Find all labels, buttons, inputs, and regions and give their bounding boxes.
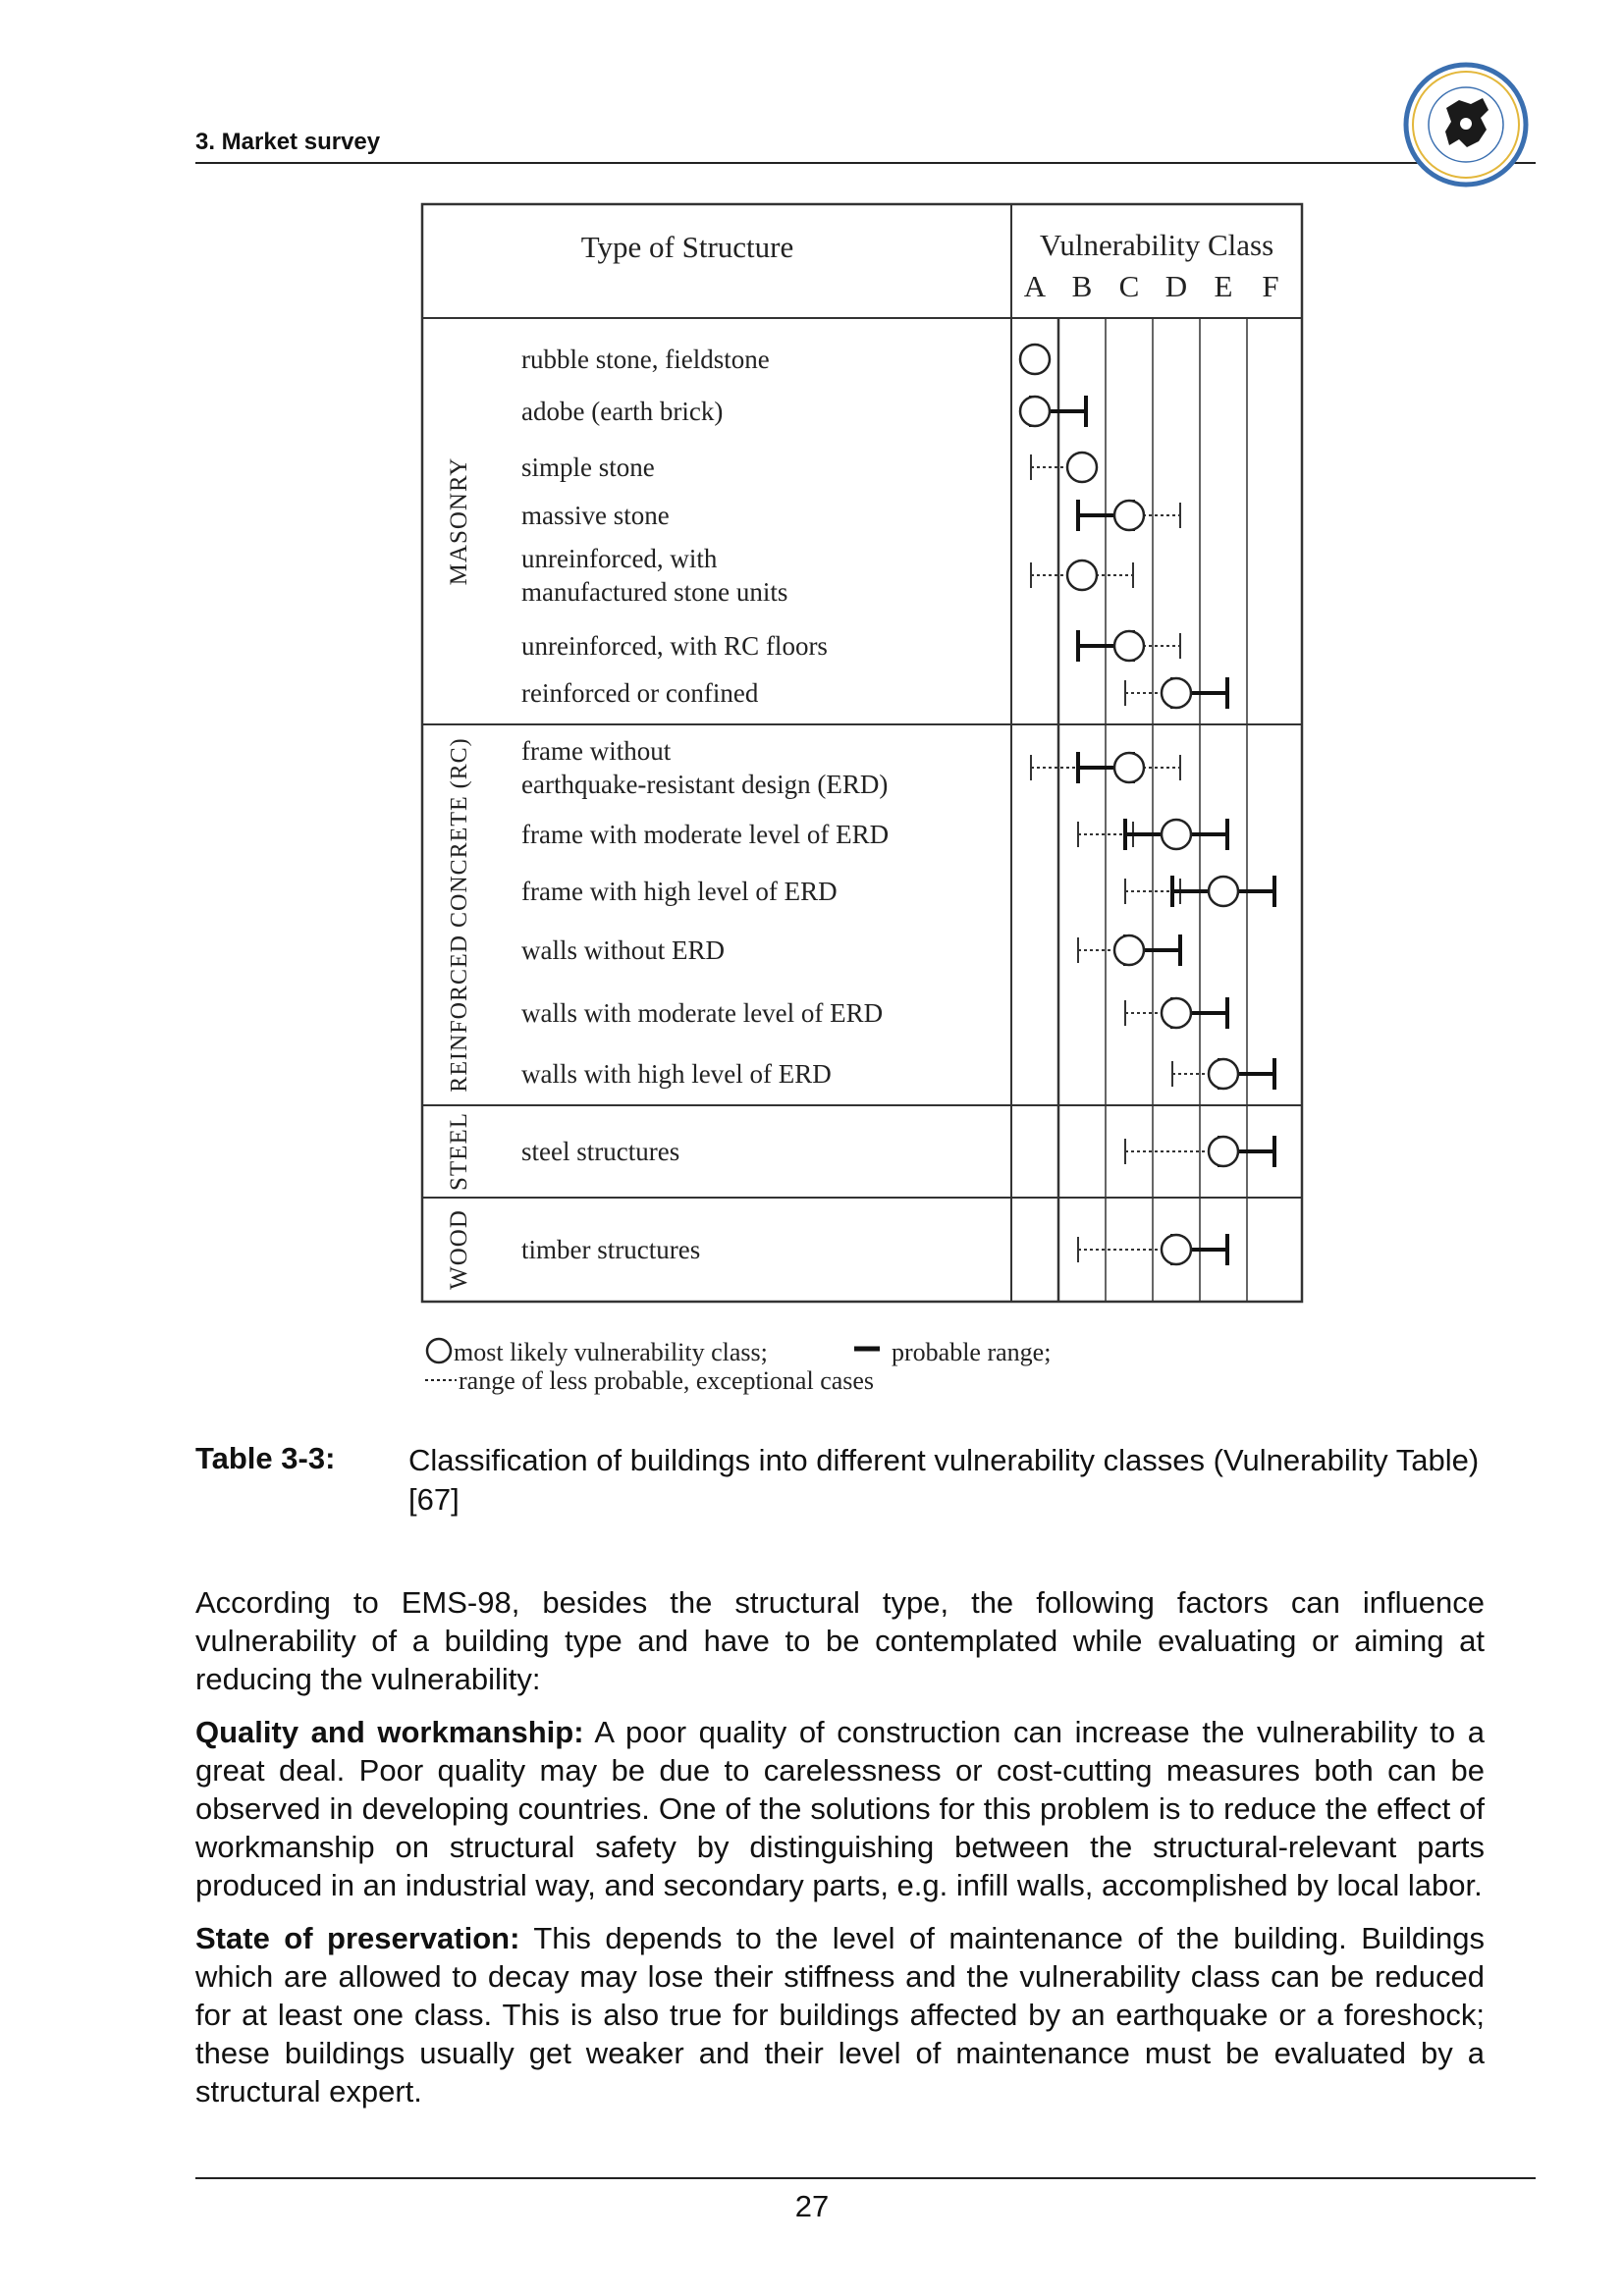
structure-type-label: massive stone: [521, 501, 670, 530]
class-label-a: A: [1023, 269, 1047, 303]
header-vulnerability-class: Vulnerability Class: [1039, 228, 1274, 262]
most-likely-circle: [1209, 1137, 1238, 1166]
quality-paragraph: [195, 1713, 1485, 1904]
class-label-d: D: [1164, 269, 1188, 303]
table-caption-label: Table 3-3:: [195, 1441, 336, 1475]
footer-rule: [195, 2177, 1536, 2179]
most-likely-circle: [1067, 453, 1097, 482]
most-likely-circle: [1114, 935, 1144, 965]
intro-paragraph: According to EMS-98, besides the structural type, the following factors can influence vulnerability of a building type and have to be contemplated while evaluating or aiming at reducing the vulnerability:: [195, 1585, 1485, 1696]
structure-type-label: timber structures: [521, 1235, 701, 1264]
structure-type-label: walls without ERD: [521, 935, 725, 965]
structure-type-label: manufactured stone units: [521, 577, 788, 607]
vulnerability-mark: [1078, 500, 1180, 531]
legend-circle-icon: [427, 1339, 451, 1362]
vulnerability-mark: [1125, 677, 1227, 709]
most-likely-circle: [1209, 877, 1238, 906]
structure-type-label: unreinforced, with: [521, 544, 718, 573]
vulnerability-mark: [1172, 1058, 1274, 1090]
most-likely-circle: [1114, 753, 1144, 782]
structure-type-label: earthquake-resistant design (ERD): [521, 770, 889, 799]
class-label-b: B: [1071, 269, 1093, 303]
most-likely-circle: [1067, 561, 1097, 590]
structure-type-label: reinforced or confined: [521, 678, 759, 708]
structure-type-label: walls with moderate level of ERD: [521, 998, 884, 1028]
group-label: WOOD: [446, 1209, 472, 1290]
group-labels: [446, 457, 472, 1290]
vulnerability-mark: [1078, 934, 1180, 966]
class-label-c: C: [1118, 269, 1140, 303]
structure-type-label: walls with high level of ERD: [521, 1059, 832, 1089]
group-label: MASONRY: [446, 456, 472, 586]
most-likely-circle: [1114, 631, 1144, 661]
vulnerability-mark: [1031, 561, 1133, 590]
class-label-e: E: [1214, 269, 1233, 303]
structure-type-label: frame without: [521, 736, 672, 766]
group-label: STEEL: [446, 1112, 472, 1191]
structure-type-label: unreinforced, with RC floors: [521, 631, 828, 661]
structure-type-label: steel structures: [521, 1137, 680, 1166]
quality-title: Quality and workmanship:: [195, 1715, 584, 1749]
legend-exceptional: range of less probable, exceptional cases: [459, 1366, 875, 1395]
preservation-paragraph: [195, 1919, 1485, 2110]
most-likely-circle: [1209, 1059, 1238, 1089]
structure-type-label: adobe (earth brick): [521, 397, 724, 426]
page-number: 27: [794, 2189, 830, 2223]
vulnerability-mark: [1125, 997, 1227, 1029]
quality-text: A poor quality of construction can increase the vulnerability to a great deal. Poor quality may be due to carelessness or cost-cutting measures both can be observed in developing countries. One of the solutions for this problem is to reduce the effect of workmanship on structural safety by distinguishing between the structural-relevant parts produced in an industrial way, and secondary parts, e.g. infill walls, accomplished by local labor.: [195, 1715, 1485, 1902]
most-likely-circle: [1162, 1235, 1191, 1264]
table-caption-text: Classification of buildings into different vulnerability classes (Vulnerability Table) [67]: [408, 1443, 1480, 1517]
class-label-f: F: [1262, 269, 1279, 303]
group-label: REINFORCED CONCRETE (RC): [447, 737, 472, 1093]
vulnerability-mark: [1020, 345, 1050, 374]
legend-probable: probable range;: [892, 1338, 1052, 1366]
structure-types: [521, 345, 889, 1264]
structure-type-label: frame with high level of ERD: [521, 877, 838, 906]
most-likely-circle: [1020, 345, 1050, 374]
structure-type-label: rubble stone, fieldstone: [521, 345, 770, 374]
vulnerability-mark: [1020, 396, 1086, 427]
preservation-text: This depends to the level of maintenance of the building. Buildings which are allowed to decay may lose their stiffness and the vulnerability class can be reduced for at least one class. This is also true for buildings affected by an earthquake or a foreshock; these buildings usually get weaker and their level of maintenance must be evaluated by a structural expert.: [195, 1921, 1485, 2109]
vulnerability-mark: [1078, 630, 1180, 662]
structure-type-label: frame with moderate level of ERD: [521, 820, 890, 849]
most-likely-circle: [1020, 397, 1050, 426]
legend: [425, 1338, 1051, 1395]
most-likely-circle: [1162, 678, 1191, 708]
body-text: [195, 1583, 1485, 2125]
preservation-title: State of preservation:: [195, 1921, 520, 1955]
most-likely-circle: [1162, 998, 1191, 1028]
running-header: 3. Market survey: [195, 129, 381, 155]
legend-likely: most likely vulnerability class;: [454, 1338, 768, 1366]
class-labels: [1024, 269, 1279, 303]
header-type-of-structure: Type of Structure: [580, 230, 794, 264]
most-likely-circle: [1162, 820, 1191, 849]
most-likely-circle: [1114, 501, 1144, 530]
structure-type-label: simple stone: [521, 453, 655, 482]
vulnerability-mark: [1031, 453, 1097, 482]
